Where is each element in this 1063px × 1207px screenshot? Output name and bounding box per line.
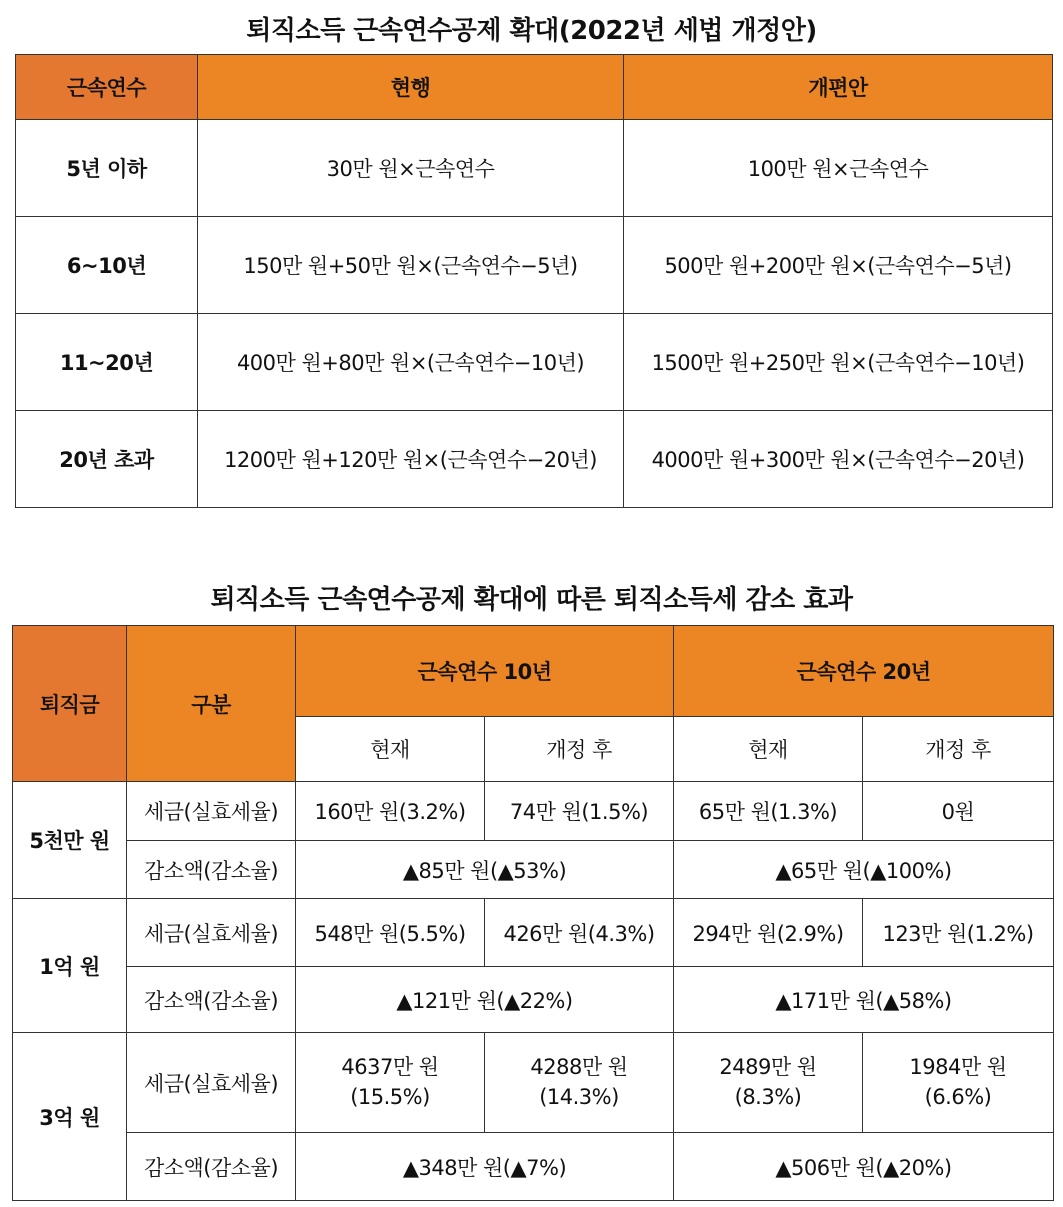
row-years: 11~20년 bbox=[16, 314, 198, 411]
header-current: 현행 bbox=[198, 55, 624, 120]
reduction-value: ▲348만 원(▲7%) bbox=[296, 1133, 674, 1201]
row-current: 30만 원×근속연수 bbox=[198, 120, 624, 217]
tax-value: 123만 원(1.2%) bbox=[863, 899, 1054, 967]
row-years: 20년 초과 bbox=[16, 411, 198, 508]
table-row bbox=[13, 967, 1054, 1033]
reduction-value: ▲171만 원(▲58%) bbox=[674, 967, 1054, 1033]
tax-value: 294만 원(2.9%) bbox=[674, 899, 863, 967]
tax-value: 4637만 원 (15.5%) bbox=[296, 1033, 485, 1133]
tax-value: 548만 원(5.5%) bbox=[296, 899, 485, 967]
severance-amount: 5천만 원 bbox=[13, 782, 127, 899]
severance-amount: 3억 원 bbox=[13, 1033, 127, 1201]
row-years: 6~10년 bbox=[16, 217, 198, 314]
deduction-table bbox=[15, 54, 1053, 508]
row-current: 1200만 원+120만 원×(근속연수−20년) bbox=[198, 411, 624, 508]
subheader-now: 현재 bbox=[674, 717, 863, 782]
row-years: 5년 이하 bbox=[16, 120, 198, 217]
row-proposed: 4000만 원+300만 원×(근속연수−20년) bbox=[624, 411, 1053, 508]
table-row bbox=[13, 899, 1054, 967]
header-years: 근속연수 bbox=[16, 55, 198, 120]
subheader-now: 현재 bbox=[296, 717, 485, 782]
row-proposed: 500만 원+200만 원×(근속연수−5년) bbox=[624, 217, 1053, 314]
reduction-value: ▲506만 원(▲20%) bbox=[674, 1133, 1054, 1201]
table1-title: 퇴직소득 근속연수공제 확대(2022년 세법 개정안) bbox=[246, 16, 817, 46]
table-row bbox=[16, 120, 1053, 217]
table-row bbox=[16, 217, 1053, 314]
tax-value: 65만 원(1.3%) bbox=[674, 782, 863, 841]
reduction-value: ▲121만 원(▲22%) bbox=[296, 967, 674, 1033]
tax-value: 426만 원(4.3%) bbox=[485, 899, 674, 967]
tax-value: 4288만 원 (14.3%) bbox=[485, 1033, 674, 1133]
label-reduction: 감소액(감소율) bbox=[127, 841, 296, 899]
label-reduction: 감소액(감소율) bbox=[127, 967, 296, 1033]
table-row bbox=[13, 841, 1054, 899]
header-group-20-years: 근속연수 20년 bbox=[674, 626, 1054, 717]
header-group-10-years: 근속연수 10년 bbox=[296, 626, 674, 717]
table-row bbox=[16, 411, 1053, 508]
row-proposed: 100만 원×근속연수 bbox=[624, 120, 1053, 217]
reduction-value: ▲65만 원(▲100%) bbox=[674, 841, 1054, 899]
subheader-after: 개정 후 bbox=[863, 717, 1054, 782]
table-header-row bbox=[16, 55, 1053, 120]
row-current: 400만 원+80만 원×(근속연수−10년) bbox=[198, 314, 624, 411]
label-reduction: 감소액(감소율) bbox=[127, 1133, 296, 1201]
table-row bbox=[13, 1133, 1054, 1201]
label-tax: 세금(실효세율) bbox=[127, 899, 296, 967]
table-row bbox=[16, 314, 1053, 411]
subheader-after: 개정 후 bbox=[485, 717, 674, 782]
label-tax: 세금(실효세율) bbox=[127, 782, 296, 841]
table-row bbox=[13, 1033, 1054, 1133]
table-header-row bbox=[13, 626, 1054, 717]
tax-value: 74만 원(1.5%) bbox=[485, 782, 674, 841]
tax-value: 0원 bbox=[863, 782, 1054, 841]
tax-value: 2489만 원 (8.3%) bbox=[674, 1033, 863, 1133]
table-row bbox=[13, 782, 1054, 841]
row-proposed: 1500만 원+250만 원×(근속연수−10년) bbox=[624, 314, 1053, 411]
table2-title: 퇴직소득 근속연수공제 확대에 따른 퇴직소득세 감소 효과 bbox=[210, 585, 853, 615]
tax-value: 1984만 원 (6.6%) bbox=[863, 1033, 1054, 1133]
reduction-value: ▲85만 원(▲53%) bbox=[296, 841, 674, 899]
severance-amount: 1억 원 bbox=[13, 899, 127, 1033]
header-proposed: 개편안 bbox=[624, 55, 1053, 120]
label-tax: 세금(실효세율) bbox=[127, 1033, 296, 1133]
tax-reduction-table bbox=[12, 625, 1054, 1201]
header-severance: 퇴직금 bbox=[13, 626, 127, 782]
row-current: 150만 원+50만 원×(근속연수−5년) bbox=[198, 217, 624, 314]
header-category: 구분 bbox=[127, 626, 296, 782]
tax-value: 160만 원(3.2%) bbox=[296, 782, 485, 841]
